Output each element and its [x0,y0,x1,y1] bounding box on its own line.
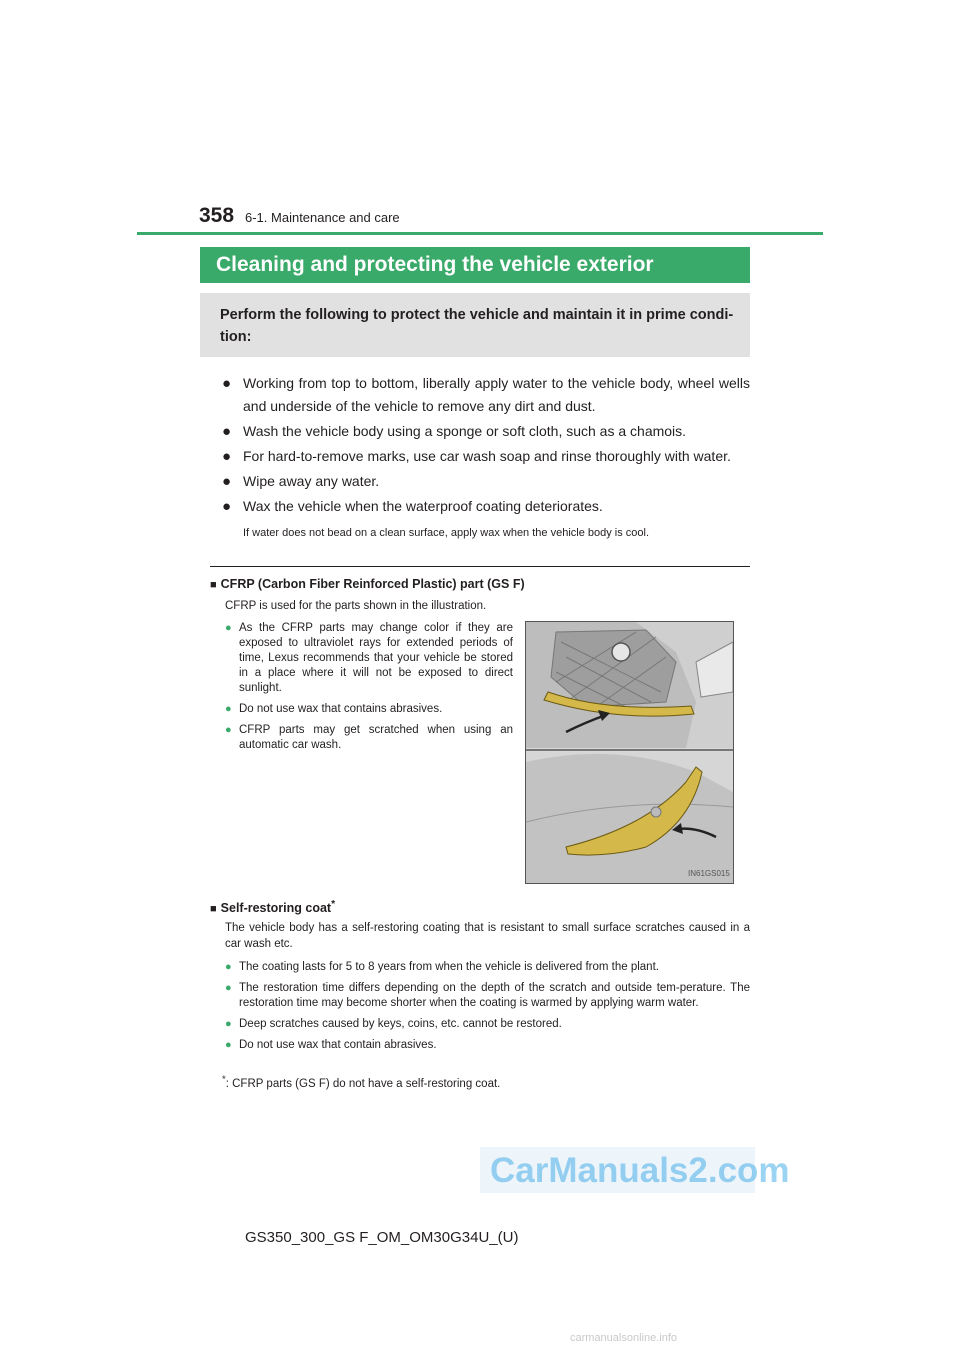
list-item: ● Do not use wax that contain abrasives. [225,1039,437,1051]
section-label: 6-1. Maintenance and care [245,210,400,225]
steps-note: If water does not bead on a clean surface, apply wax when the vehicle body is cool. [243,527,650,539]
page-number: 358 [199,204,235,227]
intro-text: Perform the following to protect the vehicle and maintain it in prime condi-tion: [220,307,734,345]
watermark: CarManuals2.com [490,1151,790,1190]
cfrp-bullets [225,621,513,759]
cfrp-text: CFRP is used for the parts shown in the illustration. [225,600,487,612]
filled-circle-icon: ● [225,703,232,715]
filled-circle-icon: ● [225,622,232,634]
filled-circle-icon: ● [225,1039,232,1051]
self-restoring-heading: ■ Self-restoring coat* [210,899,336,916]
self-restoring-bullets [225,960,750,1059]
filled-circle-icon: ● [222,473,232,490]
filled-circle-icon: ● [222,498,232,515]
filled-circle-icon: ● [222,448,232,465]
filled-circle-icon: ● [222,375,232,392]
intro-box [200,293,750,357]
site-mark: carmanualsonline.info [570,1332,678,1344]
steps-list [219,372,750,541]
filled-circle-icon: ● [222,423,232,440]
list-item: ● Wash the vehicle body using a sponge or soft cloth, such as a chamois. [219,420,750,443]
filled-circle-icon: ● [225,1018,232,1030]
page-title: Cleaning and protecting the vehicle exterior [216,253,654,276]
list-item: ● Wax the vehicle when the waterproof coating deteriorates. [219,495,750,518]
list-item: ● Working from top to bottom, liberally apply water to the vehicle body, wheel wells and underside of the vehicle to remove any dirt and dust. [219,372,750,418]
list-item: ● The coating lasts for 5 to 8 years from when the vehicle is delivered from the plant. [225,961,659,973]
list-item: ● As the CFRP parts may change color if they are exposed to ultraviolet rays for extended periods of time, Lexus recommends that your vehicle be stored in a place where it will not be exposed to direct sunlight. [225,622,513,694]
list-item: ● Do not use wax that contains abrasives. [225,703,443,715]
list-item: ● The restoration time differs depending on the depth of the scratch and outside tem-perature. The restoration time may become shorter when the coating is warmed by applying warm water. [225,982,750,1009]
list-item: ● CFRP parts may get scratched when using an automatic car wash. [225,724,513,751]
cfrp-heading: ■ CFRP (Carbon Fiber Reinforced Plastic) part (GS F) [210,577,525,591]
filled-circle-icon: ● [225,961,232,973]
figure-code: IN61GS015 [688,869,730,878]
list-item: ● Wipe away any water. [219,470,750,493]
title-banner [200,247,750,283]
cfrp-illustration [525,621,734,884]
footer-code: GS350_300_GS F_OM_OM30G34U_(U) [245,1229,519,1246]
filled-square-icon: ■ [210,579,217,591]
filled-circle-icon: ● [225,724,232,736]
self-restoring-text: The vehicle body has a self-restoring coating that is resistant to small surface scratches caused in a car wash etc. [225,922,750,950]
footnote: *: CFRP parts (GS F) do not have a self-restoring coat. [222,1074,501,1090]
cfrp-parts-illustration [526,622,733,883]
header-divider [137,232,823,235]
list-item: ● For hard-to-remove marks, use car wash soap and rinse thoroughly with water. [219,445,750,468]
section-divider [210,566,750,567]
list-item: ● Deep scratches caused by keys, coins, etc. cannot be restored. [225,1018,562,1030]
filled-circle-icon: ● [225,982,232,994]
filled-square-icon: ■ [210,903,217,916]
